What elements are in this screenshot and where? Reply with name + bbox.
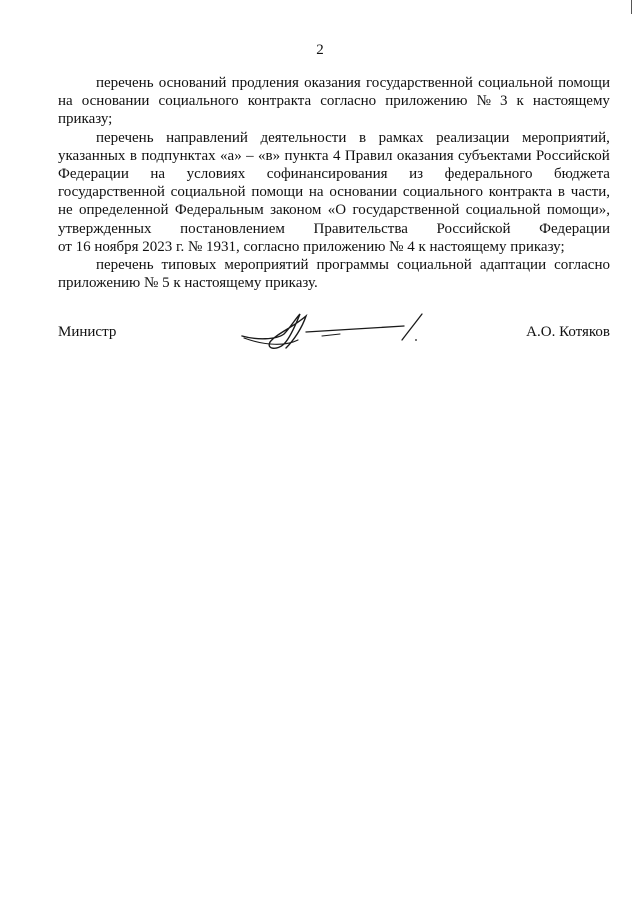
word: указанных (58, 147, 126, 164)
word: не (58, 202, 73, 219)
word: мероприятий (224, 257, 309, 274)
word: социальной (465, 202, 541, 219)
text-line (58, 238, 610, 256)
word: на (308, 184, 324, 201)
word: пункта (284, 147, 329, 164)
word: определенной (79, 202, 169, 219)
word: помощи», (546, 202, 610, 219)
word: перечень (96, 75, 154, 91)
word: типовых (161, 257, 217, 274)
word: оказания (396, 147, 454, 164)
word: основании (329, 184, 398, 201)
text-line (58, 74, 610, 92)
word: государственной (58, 184, 165, 201)
line-text: от 16 ноября 2023 г. № 1931, согласно приложению № 4 к настоящему приказу; (58, 238, 565, 255)
word: приложению (385, 93, 468, 110)
paragraph (58, 256, 610, 292)
word: социальной (170, 184, 246, 201)
word: Правил (344, 147, 393, 164)
word: деятельности (260, 129, 347, 146)
handwritten-signature (236, 310, 436, 360)
word: программы (316, 257, 389, 274)
signatory-title: Министр (58, 324, 117, 340)
word: «О (327, 202, 347, 219)
word: контракта (488, 184, 553, 201)
word: Российской (535, 147, 610, 164)
paragraph (58, 129, 610, 256)
word: федерального (444, 166, 533, 183)
word: в (557, 184, 566, 201)
line-text: приложению № 5 к настоящему приказу. (58, 275, 318, 292)
word: настоящему (532, 93, 610, 110)
text-line (58, 92, 610, 110)
word: основании (81, 93, 150, 110)
word: согласно (320, 93, 377, 110)
word: Российской (436, 220, 511, 237)
word: Федеральным (174, 202, 264, 219)
word: «в» (258, 147, 281, 164)
text-line (58, 147, 610, 165)
word: к (516, 93, 524, 110)
word: социальной (396, 257, 472, 274)
word: перечень (96, 257, 154, 274)
word: Федерации (58, 166, 129, 183)
word: согласно (554, 257, 610, 274)
word: условиях (186, 166, 246, 183)
signatory-name: А.О. Котяков (526, 324, 610, 340)
edge-mark (631, 0, 632, 14)
word: мероприятий, (521, 129, 610, 146)
word: подпунктах (141, 147, 216, 164)
word: контракта (247, 93, 312, 110)
word: продления (231, 75, 299, 91)
word: Федерации (539, 220, 610, 237)
page-number: 2 (316, 42, 324, 58)
word: софинансирования (266, 166, 388, 183)
word: постановлением (180, 220, 285, 237)
word: перечень (96, 129, 154, 146)
paragraph (58, 74, 610, 129)
word: 4 (332, 147, 341, 164)
word: в (129, 147, 137, 164)
word: государственной (352, 202, 460, 219)
word: оснований (158, 75, 227, 91)
word: законом (270, 202, 322, 219)
document-body (58, 74, 610, 292)
text-line (58, 274, 610, 292)
text-line (58, 256, 610, 274)
word: на (150, 166, 166, 183)
word: социального (402, 184, 483, 201)
word: 3 (499, 93, 508, 110)
word: рамках (378, 129, 424, 146)
word: помощи (251, 184, 304, 201)
text-line (58, 220, 610, 238)
word: социальной (478, 75, 553, 91)
text-line (58, 129, 610, 147)
word: № (476, 93, 491, 110)
word: из (409, 166, 424, 183)
line-text: приказу; (58, 111, 113, 128)
word: «а» (220, 147, 242, 164)
word: оказания (304, 75, 361, 91)
text-line (58, 201, 610, 219)
signature-block (58, 322, 610, 362)
word: реализации (436, 129, 510, 146)
word: социального (158, 93, 239, 110)
word: – (246, 147, 254, 164)
word: государственной (366, 75, 473, 91)
word: Правительства (313, 220, 408, 237)
word: на (58, 93, 73, 110)
word: в (358, 129, 367, 146)
text-line (58, 110, 610, 128)
word: субъектами (458, 147, 532, 164)
text-line (58, 183, 610, 201)
word: части, (570, 184, 610, 201)
word: адаптации (479, 257, 547, 274)
word: бюджета (554, 166, 610, 183)
word: направлений (166, 129, 248, 146)
word: утвержденных (58, 220, 152, 237)
word: помощи (558, 75, 610, 91)
text-line (58, 165, 610, 183)
